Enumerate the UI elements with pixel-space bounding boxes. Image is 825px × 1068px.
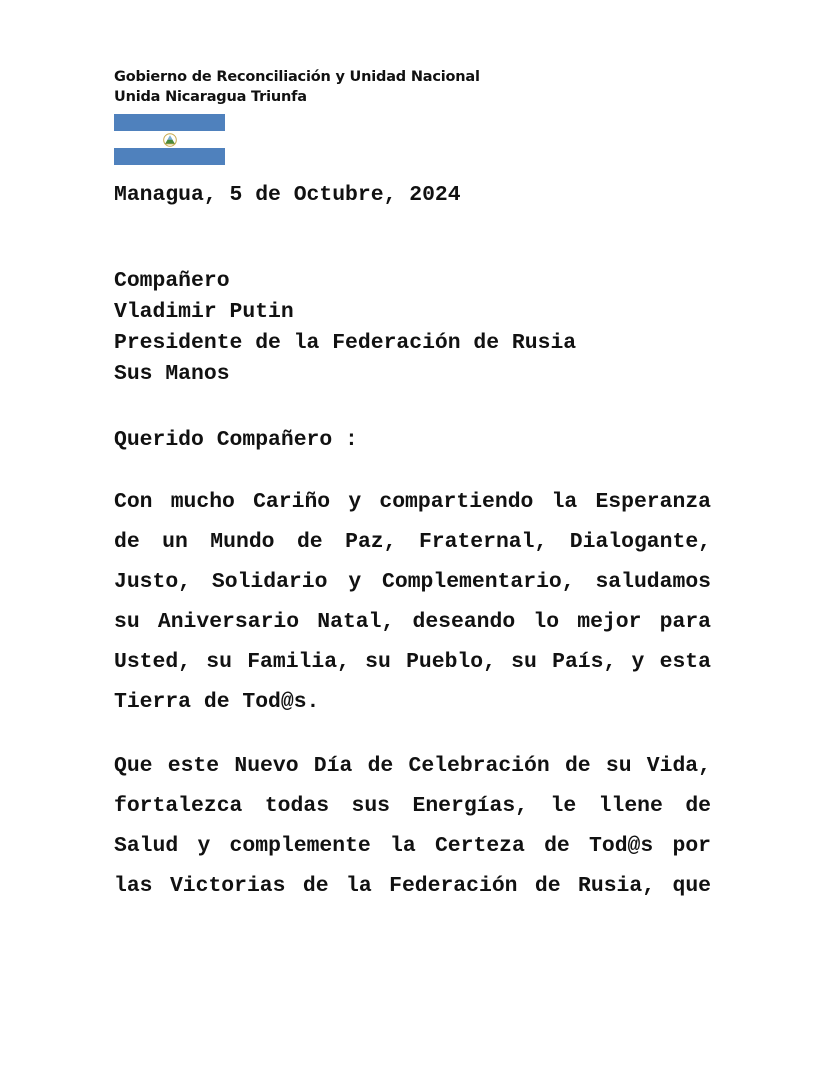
paragraph-line: Usted, su Familia, su Pueblo, su País, y esta xyxy=(114,650,711,674)
paragraph-line: Justo, Solidario y Complementario, saludamos xyxy=(114,570,711,594)
letterhead-government-name: Gobierno de Reconciliación y Unidad Nacional xyxy=(114,69,480,85)
body-paragraph-1 xyxy=(114,482,711,722)
flag-middle-stripe xyxy=(114,131,225,148)
paragraph-line: Que este Nuevo Día de Celebración de su Vida, xyxy=(114,754,711,778)
flag-bottom-stripe xyxy=(114,148,225,165)
paragraph-line: Tierra de Tod@s. xyxy=(114,690,320,714)
coat-of-arms-icon xyxy=(162,133,178,147)
letterhead-slogan: Unida Nicaragua Triunfa xyxy=(114,89,307,105)
body-paragraph-2 xyxy=(114,746,711,906)
recipient-delivery: Sus Manos xyxy=(114,362,230,386)
recipient-block xyxy=(114,266,576,390)
recipient-title: Compañero xyxy=(114,269,230,293)
recipient-name: Vladimir Putin xyxy=(114,300,294,324)
paragraph-line: las Victorias de la Federación de Rusia, que xyxy=(114,874,711,898)
nicaragua-flag xyxy=(114,114,225,165)
paragraph-line: Salud y complemente la Certeza de Tod@s por xyxy=(114,834,711,858)
date-line: Managua, 5 de Octubre, 2024 xyxy=(114,183,461,207)
paragraph-line: Con mucho Cariño y compartiendo la Esperanza xyxy=(114,490,711,514)
paragraph-line: fortalezca todas sus Energías, le llene de xyxy=(114,794,711,818)
paragraph-line: su Aniversario Natal, deseando lo mejor para xyxy=(114,610,711,634)
paragraph-line: de un Mundo de Paz, Fraternal, Dialogante, xyxy=(114,530,711,554)
salutation: Querido Compañero : xyxy=(114,428,358,452)
letterhead xyxy=(114,67,480,107)
recipient-position: Presidente de la Federación de Rusia xyxy=(114,331,577,355)
flag-top-stripe xyxy=(114,114,225,131)
